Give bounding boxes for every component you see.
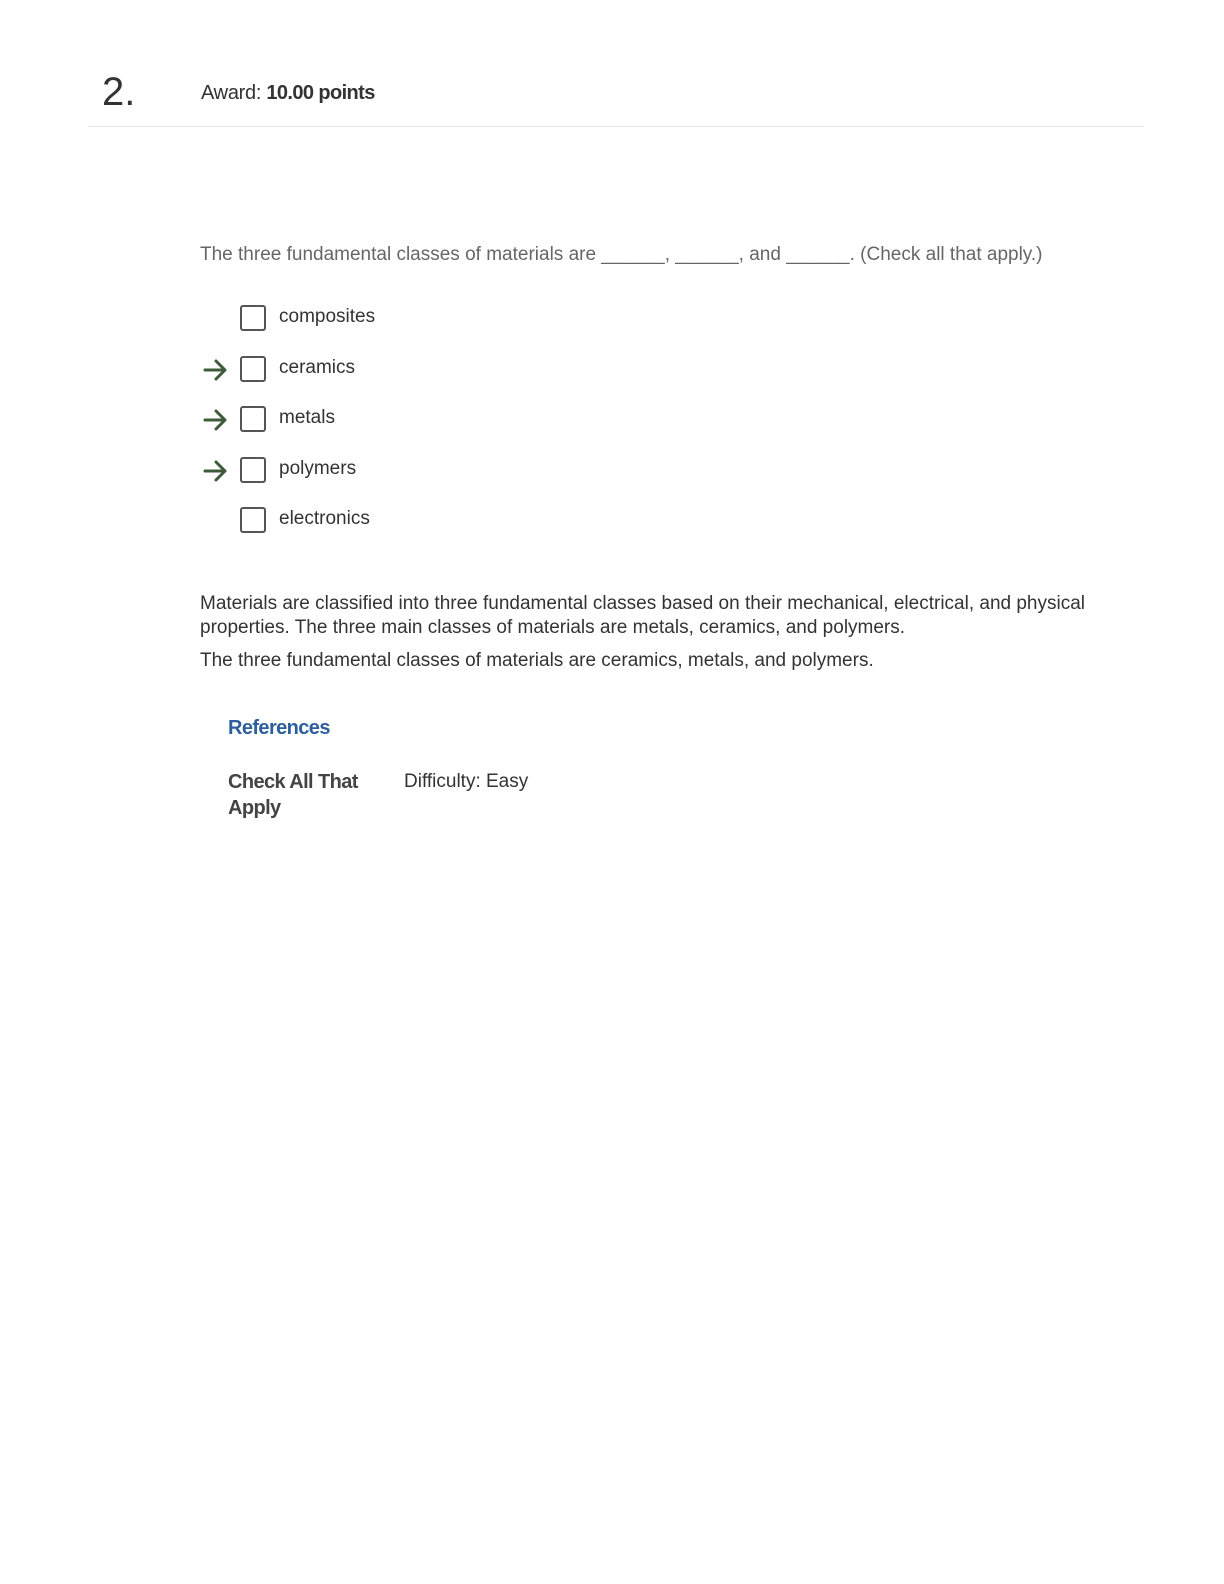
question-number: 2. xyxy=(102,70,136,114)
option-label: electronics xyxy=(279,508,370,529)
question-type-label: Check All That Apply xyxy=(228,771,358,819)
option-label: composites xyxy=(279,306,376,327)
option-checkbox[interactable] xyxy=(240,507,266,533)
question-prompt: The three fundamental classes of materials are ______, ______, and ______. (Check all that apply.) xyxy=(200,244,1043,265)
correct-answer-arrow-icon xyxy=(202,459,230,483)
answer-statement: The three fundamental classes of materials are ceramics, metals, and polymers. xyxy=(200,650,874,671)
award-text xyxy=(201,80,375,106)
option-checkbox[interactable] xyxy=(240,406,266,432)
difficulty-label: Difficulty: Easy xyxy=(404,771,529,792)
option-label: polymers xyxy=(279,457,357,479)
correct-answer-arrow-icon xyxy=(202,358,230,382)
correct-answer-arrow-icon xyxy=(202,408,230,432)
award-label: Award: xyxy=(201,82,262,104)
option-checkbox[interactable] xyxy=(240,356,266,382)
question-header xyxy=(88,60,1144,127)
option-label: metals xyxy=(279,407,335,428)
option-checkbox[interactable] xyxy=(240,305,266,331)
option-label: ceramics xyxy=(279,356,356,378)
explanation-text: Materials are classified into three fundamental classes based on their mechanical, electrical, and physical properties. The three main classes of materials are metals, ceramics, and polymers. xyxy=(200,593,1086,638)
references-heading: References xyxy=(228,717,330,739)
award-points: 10.00 points xyxy=(266,82,375,104)
option-checkbox[interactable] xyxy=(240,457,266,483)
